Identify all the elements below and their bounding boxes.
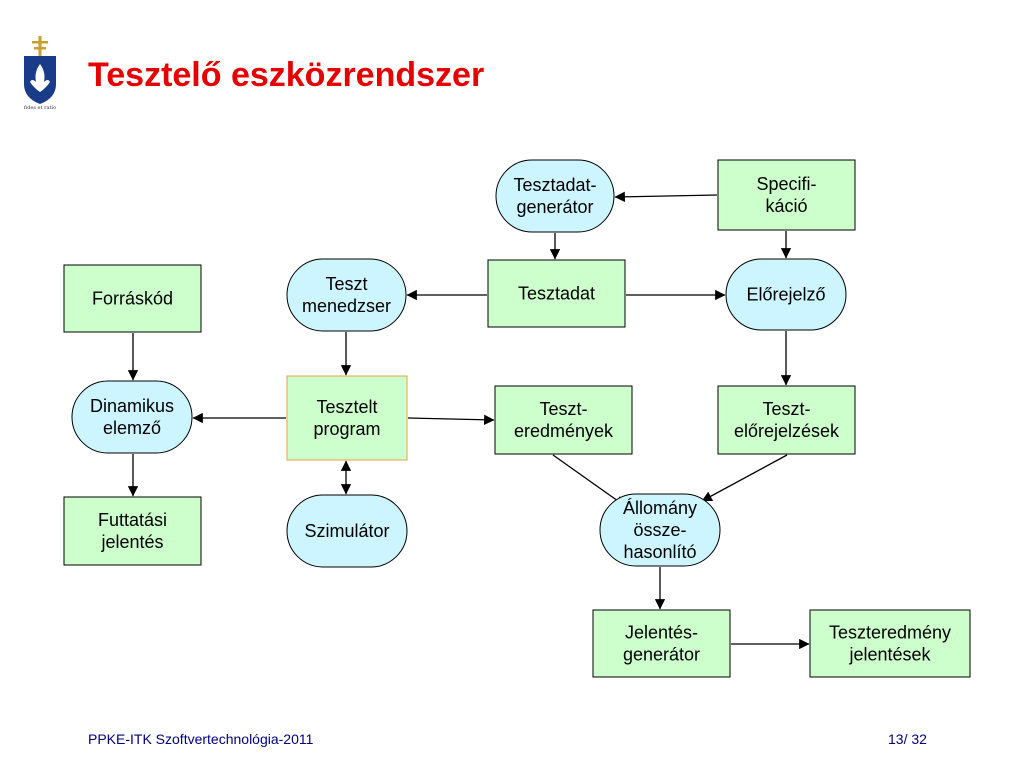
node-szimulator [287, 495, 407, 567]
node-label: generátor [516, 197, 594, 217]
node-tesztadat [488, 260, 625, 327]
node-allomany-osszehasonlito [600, 494, 720, 566]
node-label: Tesztelt [316, 397, 378, 417]
node-label: jelentés [101, 532, 164, 552]
node-shape [287, 259, 406, 331]
node-label: Állomány [622, 498, 698, 518]
node-label: Teszteredmény [828, 622, 952, 643]
node-label: menedzser [301, 296, 392, 316]
node-label: program [313, 419, 381, 439]
svg-text:fides et ratio: fides et ratio [23, 105, 57, 110]
edge-teszt-eredmenyek-to-allomany-osszehasonlito [553, 455, 625, 506]
footer-course: PPKE-ITK Szoftvertechnológia-2011 [88, 731, 314, 747]
node-label: Tesztadat- [513, 175, 597, 195]
node-label: össze- [633, 520, 687, 540]
node-forraskod [64, 265, 201, 332]
node-label: Futtatási [97, 510, 168, 530]
node-shape [718, 160, 855, 230]
node-label: káció [765, 196, 808, 216]
page-number: 13/ 32 [888, 731, 927, 747]
node-teszt-eredmenyek [495, 386, 632, 454]
node-label: előrejelzések [733, 421, 840, 441]
edge-tesztelt-program-to-teszt-eredmenyek [408, 418, 494, 420]
node-futtatasi-jelentes [64, 497, 201, 565]
slide-title: Tesztelő eszközrendszer [88, 56, 485, 94]
node-shape [287, 376, 407, 460]
node-teszteredmeny-jelentesek [810, 610, 970, 677]
node-label: Specifi- [756, 174, 817, 194]
node-shape [495, 386, 632, 454]
node-elorejelzo [726, 259, 846, 330]
node-label: Tesztadat [517, 283, 596, 304]
node-label: hasonlító [623, 542, 697, 562]
node-label: generátor [622, 644, 701, 665]
node-label: Jelentés- [624, 622, 699, 643]
node-jelentes-generator [593, 610, 730, 677]
node-specifikacio [718, 160, 855, 230]
node-shape [593, 610, 730, 677]
node-shape [496, 160, 614, 232]
node-tesztelt-program [287, 376, 407, 460]
node-shape [64, 497, 201, 565]
node-label: elemző [102, 418, 162, 438]
node-teszt-elorejelzesek [718, 386, 855, 454]
node-label: Forráskód [91, 288, 174, 309]
node-label: Szimulátor [304, 521, 390, 541]
node-label: Előrejelző [746, 284, 826, 305]
node-shape [718, 386, 855, 454]
node-label: Teszt- [762, 399, 811, 419]
edge-teszt-elorejelzesek-to-allomany-osszehasonlito [702, 455, 787, 501]
node-label: Teszt [325, 274, 368, 294]
node-shape [72, 381, 192, 453]
node-label: eredmények [513, 421, 614, 441]
node-label: Teszt- [539, 399, 588, 419]
node-teszt-menedzser [287, 259, 406, 331]
node-label: jelentések [849, 644, 931, 665]
node-tesztadat-generator [496, 160, 614, 232]
node-label: Dinamikus [89, 396, 175, 416]
node-dinamikus-elemzo [72, 381, 192, 453]
edge-specifikacio-to-tesztadat-generator [615, 195, 717, 197]
node-shape [810, 610, 970, 677]
